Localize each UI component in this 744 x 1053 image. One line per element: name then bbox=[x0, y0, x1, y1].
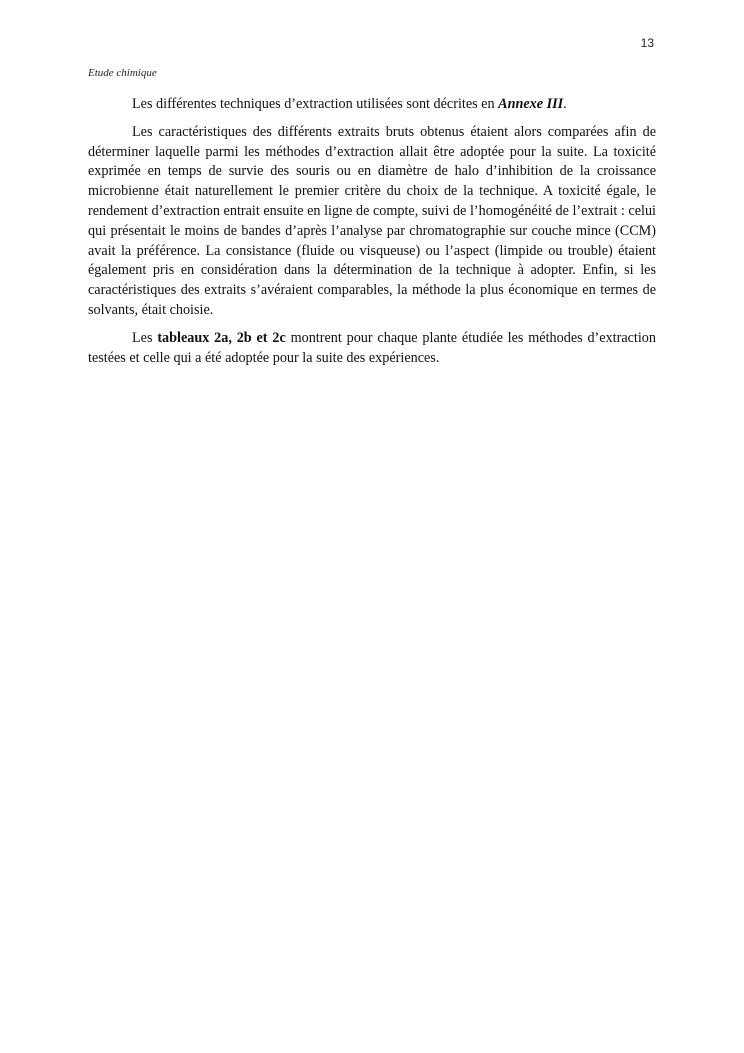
paragraph-tables-reference bbox=[88, 329, 656, 369]
running-header: Etude chimique bbox=[88, 67, 157, 79]
paragraph-criteria: Les caractéristiques des différents extraits bruts obtenus étaient alors comparées afin de déterminer laquelle parmi les méthodes d’extraction allait être adoptée pour la suite. La toxicité exprimée en temps de survie des souris ou en diamètre de halo d’inhibition de la croissance microbienne était naturellement le premier critère du choix de la technique. A toxicité égale, le rendement d’extraction entrait ensuite en ligne de compte, suivi de l’homogénéité de l’extrait : celui qui présentait le moins de bandes d’après l’analyse par chromatographie sur couche mince (CCM) avait la préférence. La consistance (fluide ou visqueuse) ou l’aspect (limpide ou trouble) étaient également pris en considération dans la détermination de la technique à adopter. Enfin, si les caractéristiques des extraits s’avéraient comparables, la méthode la plus économique en termes de solvants, était choisie. bbox=[88, 123, 656, 318]
page-number: 13 bbox=[640, 36, 654, 50]
body-text bbox=[88, 95, 656, 376]
paragraph-text: Les bbox=[132, 329, 158, 346]
tables-reference: tableaux 2a, 2b et 2c bbox=[157, 329, 286, 346]
annexe-reference: Annexe III bbox=[498, 96, 564, 112]
paragraph-text: . bbox=[563, 96, 567, 112]
paragraph-text: montrent pour chaque plante étudiée les méthodes d’extraction testées et celle qui a été adoptée pour la suite des expériences. bbox=[88, 329, 656, 366]
paragraph-annexe-reference bbox=[88, 95, 656, 115]
paragraph-text: Les différentes techniques d’extraction utilisées sont décrites en bbox=[132, 96, 499, 112]
